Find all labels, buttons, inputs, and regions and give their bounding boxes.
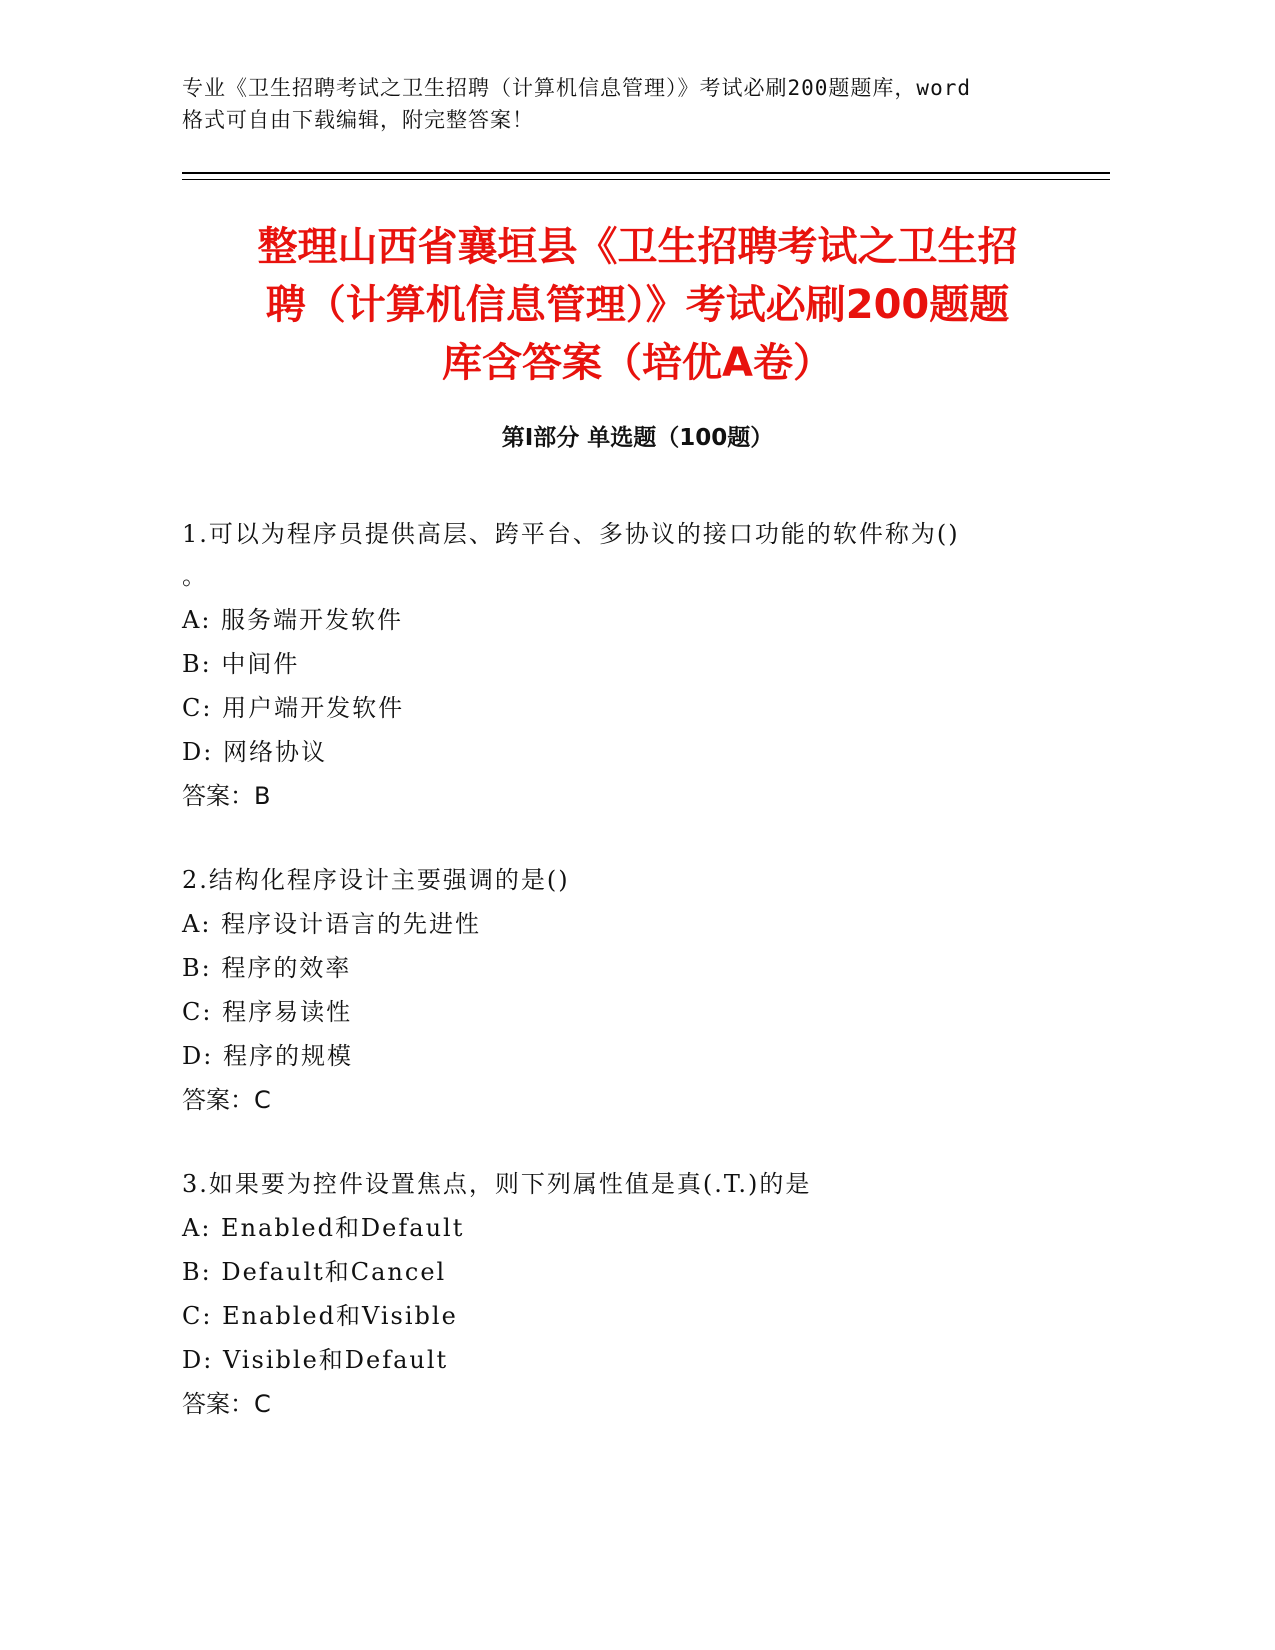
question-2	[182, 858, 1082, 1122]
question-stem: 3.如果要为控件设置焦点，则下列属性值是真(.T.)的是	[182, 1170, 812, 1198]
title-line-2: 聘（计算机信息管理）》考试必刷200题题	[265, 282, 1010, 328]
document-title	[150, 218, 1125, 392]
option-d: D: 网络协议	[182, 738, 327, 766]
option-c: C: 程序易读性	[182, 998, 353, 1026]
option-a: A: Enabled和Default	[182, 1214, 465, 1242]
option-b: B: 程序的效率	[182, 954, 352, 982]
header-note-line-2: 格式可自由下载编辑，附完整答案！	[182, 108, 534, 132]
question-stem-tail: 。	[182, 562, 208, 590]
option-b: B: 中间件	[182, 650, 300, 678]
option-a: A: 程序设计语言的先进性	[182, 910, 482, 938]
header-divider-thin	[182, 179, 1110, 180]
header-note-line-1: 专业《卫生招聘考试之卫生招聘（计算机信息管理）》考试必刷200题题库，word	[182, 76, 971, 100]
option-c: C: 用户端开发软件	[182, 694, 405, 722]
answer-line: 答案：B	[182, 782, 271, 810]
option-a: A: 服务端开发软件	[182, 606, 404, 634]
question-stem: 1.可以为程序员提供高层、跨平台、多协议的接口功能的软件称为()	[182, 520, 960, 548]
section-heading: 第I部分 单选题（100题）	[501, 425, 774, 451]
title-line-3: 库含答案（培优A卷）	[442, 340, 833, 386]
answer-line: 答案：C	[182, 1390, 271, 1418]
question-3	[182, 1162, 1082, 1426]
option-d: D: Visible和Default	[182, 1346, 449, 1374]
question-1	[182, 512, 1082, 818]
option-d: D: 程序的规模	[182, 1042, 353, 1070]
option-c: C: Enabled和Visible	[182, 1302, 458, 1330]
option-b: B: Default和Cancel	[182, 1258, 447, 1286]
header-note	[182, 72, 1062, 136]
header-divider-thick	[182, 172, 1110, 174]
question-stem: 2.结构化程序设计主要强调的是()	[182, 866, 570, 894]
answer-line: 答案：C	[182, 1086, 271, 1114]
title-line-1: 整理山西省襄垣县《卫生招聘考试之卫生招	[257, 224, 1018, 270]
